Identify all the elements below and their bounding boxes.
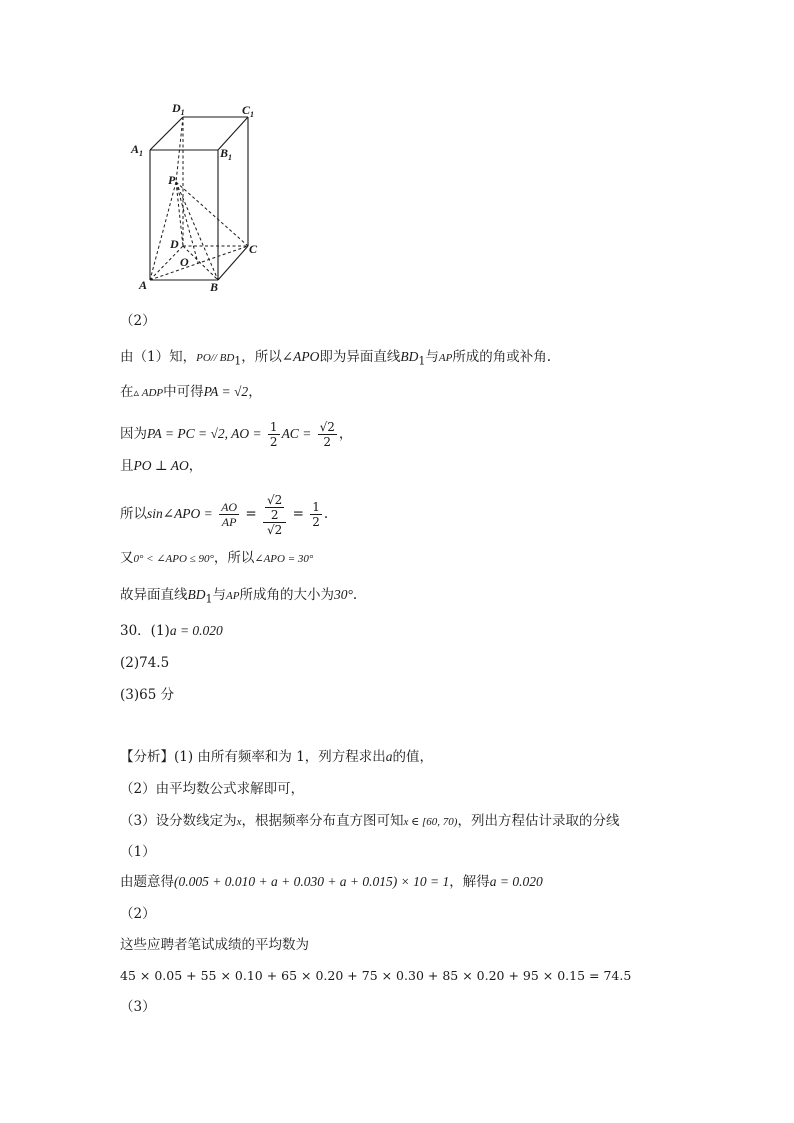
math: AP xyxy=(226,590,240,602)
solution-line-3 xyxy=(120,414,352,454)
prism-figure xyxy=(128,98,278,298)
math: ▵ ADP xyxy=(133,387,164,399)
math: a = 0.020 xyxy=(169,623,223,638)
math: PO ⊥ AO xyxy=(133,458,189,473)
text: . xyxy=(323,506,329,522)
math: sin∠APO = xyxy=(147,506,213,521)
q30-answer-3: (3)65 分 xyxy=(120,687,175,703)
solution-line-2 xyxy=(120,383,262,402)
analysis-3 xyxy=(120,812,619,831)
inner-fraction xyxy=(265,493,284,522)
label-P: P xyxy=(168,173,176,187)
math: x xyxy=(236,816,242,828)
q30-answer-2: (2)74.5 xyxy=(120,655,170,671)
step-3-label: （3） xyxy=(120,999,156,1015)
text: 所以 xyxy=(120,506,147,522)
label-A: A xyxy=(139,278,148,292)
part2-label: （2） xyxy=(120,313,156,329)
text: 【分析】(1) 由所有频率和为 1，列方程求出 xyxy=(120,749,386,765)
text: 在 xyxy=(120,384,134,400)
text: ，根据频率分布直方图可知 xyxy=(241,813,404,829)
text: 因为 xyxy=(120,426,147,442)
text: ， xyxy=(338,426,353,442)
text: 且 xyxy=(120,458,134,474)
math: 30° xyxy=(333,587,353,602)
solution-line-1: 由（1）知，PO// $BD_1$，所以∠APO即为异面直线$BD_1$与AP所成的角或补角. xyxy=(120,349,552,368)
numerator: AO xyxy=(221,500,238,514)
math: BD xyxy=(400,349,419,364)
denominator: 2 xyxy=(269,435,278,449)
math: PA = PC = √2, AO = xyxy=(147,426,262,441)
fraction-result xyxy=(310,500,322,529)
numerator: 1 xyxy=(312,500,320,514)
denominator: 2 xyxy=(323,435,332,449)
svg-text:C1 xyxy=(242,103,254,119)
denominator: 2 xyxy=(270,507,279,522)
text: 中可得 xyxy=(163,384,204,400)
label-D: D xyxy=(170,237,179,251)
text: 30．(1) xyxy=(120,623,170,639)
svg-text:B1 xyxy=(219,146,232,162)
text: 由题意得 xyxy=(120,874,174,890)
text: 与 xyxy=(212,587,226,603)
label-C1-sub: 1 xyxy=(250,110,255,119)
fraction-ao-ap xyxy=(219,500,239,529)
fraction-root2-over-2 xyxy=(318,420,337,449)
text: 所成的角或补角. xyxy=(452,349,552,365)
text: ， xyxy=(188,458,203,474)
label-B1: B xyxy=(220,146,229,160)
text: ，列出方程估计录取的分线 xyxy=(457,813,620,829)
step-1-label: （1） xyxy=(120,844,156,860)
math: (0.005 + 0.010 + a + 0.030 + a + 0.015) × 10 = 1 xyxy=(174,874,450,889)
text: 即为异面直线 xyxy=(319,349,401,365)
math: a xyxy=(385,749,393,764)
text: ，所以 xyxy=(213,550,255,566)
label-O: O xyxy=(180,255,189,269)
label-A1-sub: 1 xyxy=(139,149,144,158)
text: 的值， xyxy=(392,749,434,765)
math: PO// BD xyxy=(196,352,235,364)
text: ， xyxy=(248,384,262,400)
math: 0° < ∠APO ≤ 90° xyxy=(133,553,214,565)
svg-text:A1 xyxy=(130,142,143,158)
denominator: AP xyxy=(221,515,237,529)
math: AP xyxy=(438,352,453,364)
math: ∠APO xyxy=(281,349,320,364)
label-D1-sub: 1 xyxy=(180,108,185,117)
numerator: √2 xyxy=(319,420,335,434)
text: . xyxy=(352,587,358,603)
fraction-half xyxy=(268,420,280,449)
math: PA = √2 xyxy=(203,384,249,399)
step-2-body: 这些应聘者笔试成绩的平均数为 xyxy=(120,937,309,953)
label-B1-sub: 1 xyxy=(228,153,233,162)
math: BD xyxy=(187,587,206,602)
text: ，解得 xyxy=(449,874,490,890)
step-2-label: （2） xyxy=(120,906,156,922)
text: ，所以 xyxy=(241,349,282,365)
label-A1: A xyxy=(131,142,140,156)
numerator: √2 xyxy=(267,492,283,507)
analysis-2: （2）由平均数公式求解即可， xyxy=(120,781,305,797)
q30-answer-1 xyxy=(120,622,223,640)
svg-text:D1 xyxy=(171,101,185,117)
denominator: 2 xyxy=(312,515,320,529)
solution-line-4 xyxy=(120,457,202,475)
math: a = 0.020 xyxy=(489,874,543,889)
text: 所成角的大小为 xyxy=(239,587,334,603)
analysis-1 xyxy=(120,748,433,766)
math: x ∈ [60, 70) xyxy=(403,816,458,828)
math: AC = xyxy=(281,426,312,441)
text: 故异面直线 xyxy=(120,587,188,603)
denominator: √2 xyxy=(267,522,283,537)
solution-line-5: 所以sin∠APO = $\frac{AO}{AP}$ = $\frac{\frac{√2}{2}}{√2}$ = $\frac{1}{2}$ . xyxy=(120,492,329,537)
step-2-formula: 45 × 0.05 + 55 × 0.10 + 65 × 0.20 + 75 × 0.30 + 85 × 0.20 + 95 × 0.15 = 74.5 xyxy=(120,968,632,983)
text: 由（1）知， xyxy=(120,349,197,365)
solution-line-6 xyxy=(120,549,313,568)
text: 与 xyxy=(425,349,439,365)
math: ∠APO = 30° xyxy=(254,553,314,565)
compound-numerator xyxy=(263,493,286,523)
label-B: B xyxy=(210,280,219,294)
label-D1: D xyxy=(172,101,181,115)
solution-line-7: 故异面直线$BD_1$与AP所成角的大小为30°. xyxy=(120,587,358,606)
numerator: 1 xyxy=(269,420,278,434)
step-1-body xyxy=(120,873,543,891)
label-C1: C xyxy=(242,103,251,117)
fraction-compound xyxy=(263,493,286,537)
text: 又 xyxy=(120,550,134,566)
label-C: C xyxy=(249,242,258,256)
text: （3）设分数线定为 xyxy=(120,813,237,829)
